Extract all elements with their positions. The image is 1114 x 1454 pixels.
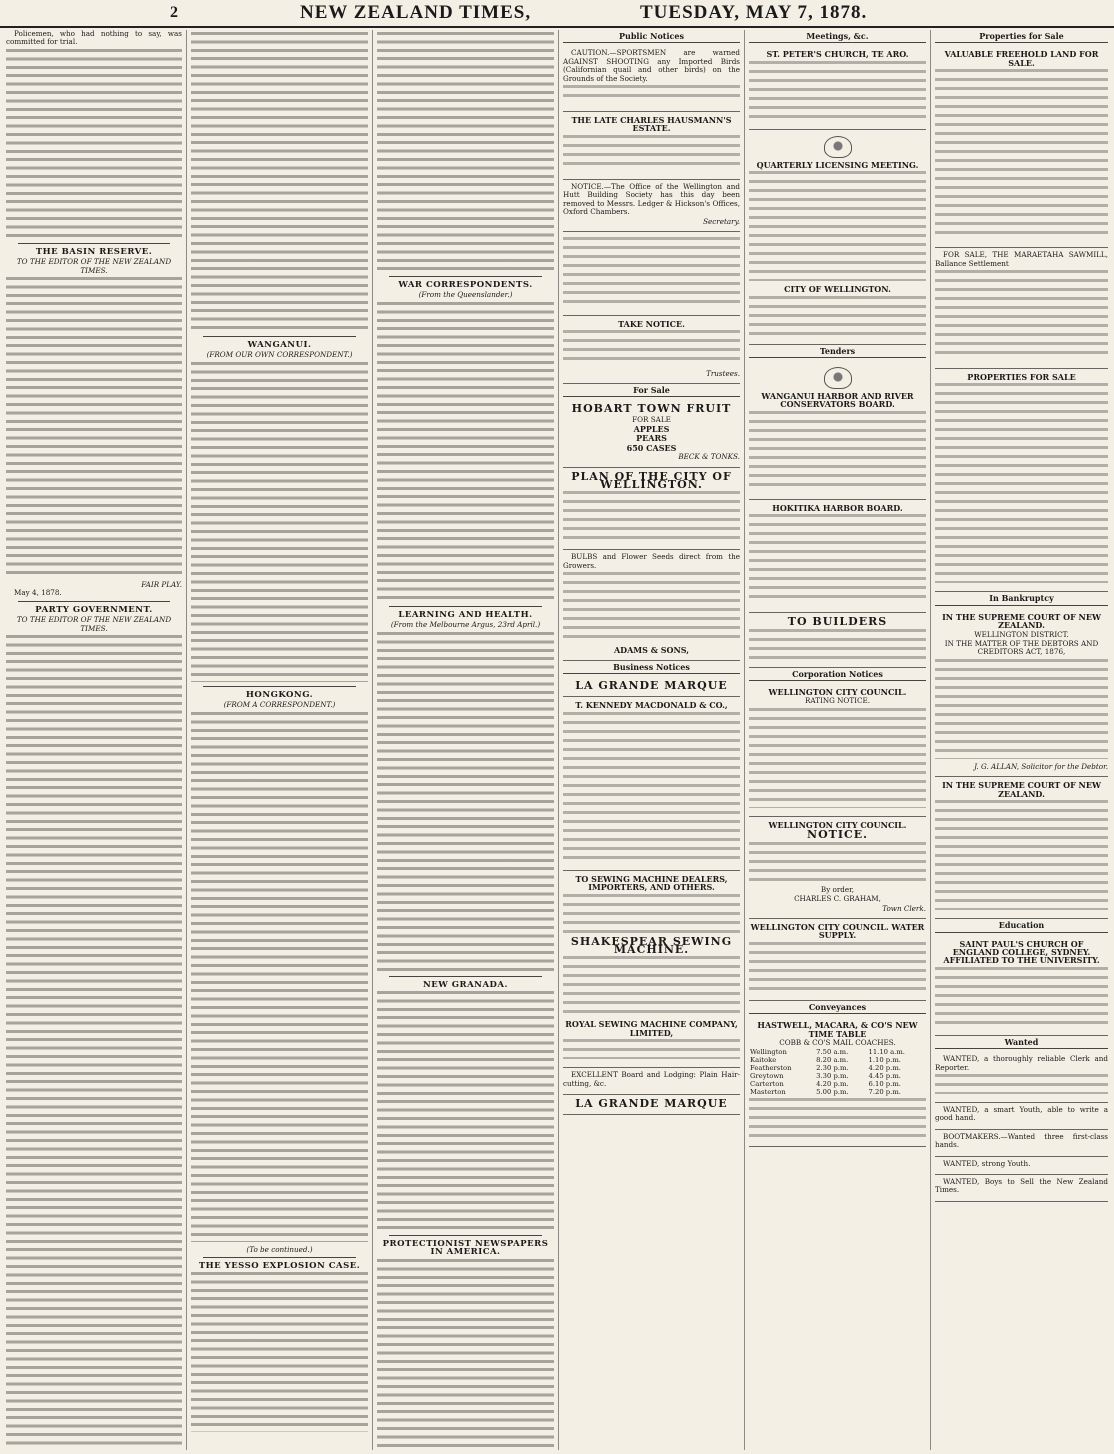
article-subheading: (From the Melbourne Argus, 23rd April.) bbox=[390, 620, 541, 630]
ad-body bbox=[749, 842, 926, 882]
ad-body bbox=[749, 942, 926, 992]
ad-body bbox=[563, 894, 740, 934]
ad-text: WANTED, Boys to Sell the New Zealand Times. bbox=[935, 1176, 1108, 1195]
section-heading: Conveyances bbox=[749, 1001, 926, 1014]
article-heading: NEW GRANADA. bbox=[423, 979, 508, 990]
timetable-cell: 8.20 a.m. bbox=[816, 1056, 849, 1065]
section-heading: Public Notices bbox=[563, 30, 740, 43]
letter-text bbox=[6, 277, 182, 577]
letter-date: May 4, 1878. bbox=[14, 588, 62, 598]
continued-note: (To be continued.) bbox=[246, 1244, 313, 1254]
timetable-cell: 7.50 a.m. bbox=[816, 1048, 849, 1057]
advertisement bbox=[749, 130, 926, 345]
timetable-cell: 4.45 p.m. bbox=[868, 1072, 901, 1081]
ad-body bbox=[563, 135, 740, 171]
article-text bbox=[377, 1259, 554, 1450]
ad-body bbox=[563, 1039, 740, 1059]
issue-date: TUESDAY, MAY 7, 1878. bbox=[640, 2, 868, 23]
ad-text: BULBS and Flower Seeds direct from the Growers. bbox=[563, 552, 740, 570]
ad-text: FOR SALE, THE MARAETAHA SAWMILL, Ballance Settlement bbox=[935, 250, 1108, 268]
advertisement bbox=[935, 369, 1108, 592]
ad-body bbox=[749, 1098, 926, 1138]
column-4 bbox=[559, 30, 745, 1450]
column-2 bbox=[187, 30, 373, 1450]
advertisement bbox=[563, 180, 740, 232]
advertisement bbox=[563, 232, 740, 316]
ad-text: CAUTION.—SPORTSMEN are warned AGAINST SHOOTING any Imported Birds (Californian quail and other birds) on the Grounds of the Society. bbox=[563, 48, 740, 83]
ad-body bbox=[749, 708, 926, 808]
ad-body bbox=[935, 270, 1108, 360]
advertisement bbox=[935, 1103, 1108, 1130]
section-heading: In Bankruptcy bbox=[935, 592, 1108, 605]
ad-line: CHARLES C. GRAHAM, bbox=[794, 894, 881, 904]
section-heading: Corporation Notices bbox=[749, 668, 926, 681]
advertisement bbox=[935, 1130, 1108, 1157]
article-heading: PARTY GOVERNMENT. bbox=[35, 604, 153, 615]
ad-body bbox=[563, 712, 740, 862]
advertisement bbox=[749, 817, 926, 919]
ad-body bbox=[749, 629, 926, 659]
article-heading: THE BASIN RESERVE. bbox=[35, 246, 153, 257]
ad-signature: BECK & TONKS. bbox=[678, 452, 740, 462]
ad-body bbox=[563, 85, 740, 103]
police-report: Policemen, who had nothing to say, was committed for trial. bbox=[6, 30, 182, 47]
coat-of-arms-icon bbox=[824, 367, 852, 389]
letter-text bbox=[6, 635, 182, 1450]
divider bbox=[203, 686, 356, 687]
advertisement bbox=[935, 609, 1108, 777]
ad-heading: TAKE NOTICE. bbox=[618, 318, 685, 329]
advertisement bbox=[749, 684, 926, 817]
ad-heading: LA GRANDE MARQUE bbox=[575, 1097, 728, 1111]
ad-heading: SAINT PAUL'S CHURCH OF ENGLAND COLLEGE, SYDNEY. AFFILIATED TO THE UNIVERSITY. bbox=[943, 938, 1100, 966]
ad-heading: TO BUILDERS bbox=[787, 615, 888, 629]
ad-line: APPLES bbox=[633, 423, 670, 434]
divider bbox=[389, 276, 542, 277]
ad-heading: ST. PETER'S CHURCH, TE ARO. bbox=[766, 49, 909, 60]
section-heading: Education bbox=[935, 919, 1108, 932]
column-3 bbox=[373, 30, 559, 1450]
article-text bbox=[377, 32, 554, 272]
article-text bbox=[377, 302, 554, 602]
ad-heading: THE LATE CHARLES HAUSMANN'S ESTATE. bbox=[571, 115, 732, 134]
timetable-cell: 5.00 p.m. bbox=[816, 1088, 849, 1097]
page-number: 2 bbox=[170, 4, 178, 21]
ad-heading: WELLINGTON CITY COUNCIL. bbox=[768, 819, 907, 830]
section-heading: Business Notices bbox=[563, 661, 740, 674]
advertisement bbox=[935, 248, 1108, 369]
ad-line: By order, bbox=[820, 884, 855, 894]
divider bbox=[203, 1257, 356, 1258]
ad-line: PEARS bbox=[636, 433, 667, 444]
newspaper-title: NEW ZEALAND TIMES, bbox=[300, 2, 532, 23]
ad-heading: VALUABLE FREEHOLD LAND FOR SALE. bbox=[944, 49, 1099, 68]
timetable-cell: 3.30 p.m. bbox=[816, 1072, 849, 1081]
advertisement bbox=[563, 677, 740, 697]
ad-heading: IN THE SUPREME COURT OF NEW ZEALAND. bbox=[942, 780, 1101, 799]
section-heading: Tenders bbox=[749, 345, 926, 358]
advertisement bbox=[563, 550, 740, 660]
advertisement bbox=[749, 46, 926, 129]
advertisement bbox=[935, 1175, 1108, 1202]
ad-body bbox=[563, 491, 740, 541]
ad-text: WANTED, strong Youth. bbox=[943, 1158, 1031, 1168]
ad-heading: NOTICE. bbox=[807, 828, 868, 842]
ad-heading: SHAKESPEAR SEWING MACHINE. bbox=[570, 934, 733, 956]
advertisement bbox=[749, 613, 926, 667]
article-text bbox=[377, 632, 554, 972]
advertisement bbox=[563, 400, 740, 467]
advertisement bbox=[749, 1017, 926, 1147]
ad-body bbox=[935, 69, 1108, 239]
timetable-cell: Masterton bbox=[750, 1088, 786, 1097]
section-heading: Wanted bbox=[935, 1036, 1108, 1049]
ad-signature: Secretary. bbox=[703, 217, 740, 227]
ad-heading: WELLINGTON CITY COUNCIL. WATER SUPPLY. bbox=[750, 921, 925, 941]
coat-of-arms-icon bbox=[824, 136, 852, 158]
divider bbox=[389, 976, 542, 977]
advertisement bbox=[563, 112, 740, 180]
divider bbox=[18, 601, 170, 602]
advertisement bbox=[935, 777, 1108, 919]
article-heading: HONGKONG. bbox=[245, 689, 314, 700]
advertisement bbox=[563, 316, 740, 384]
article-text bbox=[191, 32, 368, 332]
ad-heading: TO SEWING MACHINE DEALERS, IMPORTERS, AND OTHERS. bbox=[575, 873, 728, 893]
timetable-cell: 11.10 a.m. bbox=[868, 1048, 905, 1057]
section-heading: Properties for Sale bbox=[935, 30, 1108, 43]
ad-signature: Trustees. bbox=[706, 369, 740, 379]
ad-body bbox=[563, 237, 740, 307]
ad-body bbox=[563, 956, 740, 1016]
advertisement bbox=[935, 936, 1108, 1036]
ad-heading: HOBART TOWN FRUIT bbox=[571, 402, 732, 416]
ad-body bbox=[935, 1074, 1108, 1094]
article-text bbox=[191, 712, 368, 1242]
article-text bbox=[191, 1272, 368, 1432]
advertisement bbox=[563, 468, 740, 551]
ad-heading: CITY OF WELLINGTON. bbox=[784, 284, 891, 295]
section-heading: For Sale bbox=[563, 384, 740, 397]
article-subheading: TO THE EDITOR OF THE NEW ZEALAND TIMES. bbox=[16, 257, 172, 275]
advertisement bbox=[563, 697, 740, 870]
ad-line: IN THE MATTER OF THE DEBTORS AND CREDITORS ACT, 1876, bbox=[944, 639, 1099, 657]
ad-heading: ROYAL SEWING MACHINE COMPANY, LIMITED, bbox=[565, 1019, 738, 1038]
column-5 bbox=[745, 30, 931, 1450]
ad-line: RATING NOTICE. bbox=[804, 696, 870, 706]
article-subheading: (From the Queenslander.) bbox=[418, 290, 513, 300]
article-subheading: TO THE EDITOR OF THE NEW ZEALAND TIMES. bbox=[16, 615, 172, 633]
timetable-row bbox=[749, 1080, 926, 1088]
police-court-text bbox=[6, 49, 182, 239]
ad-body bbox=[749, 296, 926, 336]
ad-line: COBB & CO'S MAIL COACHES. bbox=[779, 1037, 896, 1047]
ad-body bbox=[749, 61, 926, 121]
timetable-cell: 6.10 p.m. bbox=[868, 1080, 901, 1089]
timetable-row bbox=[749, 1064, 926, 1072]
article-text bbox=[377, 991, 554, 1231]
timetable-row bbox=[749, 1056, 926, 1064]
timetable-cell: 4.20 p.m. bbox=[816, 1080, 849, 1089]
advertisement bbox=[563, 46, 740, 112]
article-heading: WAR CORRESPONDENTS. bbox=[398, 280, 533, 290]
ad-body bbox=[935, 659, 1108, 759]
advertisement bbox=[935, 46, 1108, 248]
divider bbox=[389, 1235, 542, 1236]
advertisement bbox=[563, 1068, 740, 1095]
ad-heading: IN THE SUPREME COURT OF NEW ZEALAND. bbox=[942, 611, 1101, 631]
timetable-cell: Kaitoke bbox=[750, 1056, 777, 1065]
timetable-cell: 4.20 p.m. bbox=[868, 1064, 901, 1073]
ad-body bbox=[563, 572, 740, 642]
column-1 bbox=[2, 30, 187, 1450]
advertisement bbox=[563, 871, 740, 1068]
article-heading: WANGANUI. bbox=[247, 340, 312, 350]
ad-body bbox=[563, 330, 740, 366]
ad-heading: PROPERTIES FOR SALE bbox=[967, 372, 1076, 383]
ad-signature: J. G. ALLAN, Solicitor for the Debtor. bbox=[974, 761, 1108, 771]
article-text bbox=[191, 362, 368, 682]
article-subheading: (FROM OUR OWN CORRESPONDENT.) bbox=[206, 350, 353, 360]
section-heading: Meetings, &c. bbox=[749, 30, 926, 43]
divider bbox=[18, 243, 170, 244]
ad-heading: PLAN OF THE CITY OF WELLINGTON. bbox=[571, 469, 732, 491]
advertisement bbox=[749, 919, 926, 1001]
advertisement bbox=[935, 1157, 1108, 1175]
ad-body bbox=[935, 383, 1108, 583]
ad-line: 650 CASES bbox=[626, 442, 677, 453]
ad-text: WANTED, a thoroughly reliable Clerk and Reporter. bbox=[935, 1054, 1108, 1072]
ad-body bbox=[935, 800, 1108, 910]
article-heading: LEARNING AND HEALTH. bbox=[398, 609, 533, 620]
article-heading: THE YESSO EXPLOSION CASE. bbox=[198, 1261, 361, 1272]
advertisement bbox=[563, 1095, 740, 1115]
ad-text: NOTICE.—The Office of the Wellington and Hutt Building Society has this day been removed to Messrs. Ledger & Hickson's Offices, Oxford Chambers. bbox=[563, 181, 740, 217]
columns bbox=[2, 30, 1112, 1450]
timetable-cell: Greytown bbox=[750, 1072, 784, 1081]
ad-heading: WELLINGTON CITY COUNCIL. bbox=[768, 687, 907, 698]
advertisement bbox=[749, 361, 926, 500]
timetable-cell: Featherston bbox=[750, 1064, 792, 1073]
timetable-row bbox=[749, 1072, 926, 1080]
ad-text: WANTED, a smart Youth, able to write a good hand. bbox=[935, 1104, 1108, 1123]
ad-body bbox=[749, 411, 926, 491]
ad-heading: QUARTERLY LICENSING MEETING. bbox=[756, 159, 919, 170]
ad-line: FOR SALE bbox=[632, 414, 671, 424]
ad-text: EXCELLENT Board and Lodging: Plain Hair-cutting, &c. bbox=[563, 1070, 740, 1088]
ad-heading: T. KENNEDY MACDONALD & CO., bbox=[575, 700, 728, 711]
ad-line: WELLINGTON DISTRICT. bbox=[974, 629, 1069, 639]
ad-body bbox=[749, 171, 926, 281]
column-6 bbox=[931, 30, 1112, 1450]
masthead bbox=[0, 0, 1114, 28]
timetable-cell: Wellington bbox=[750, 1048, 787, 1057]
timetable-cell: 7.20 p.m. bbox=[868, 1088, 901, 1097]
timetable-row bbox=[749, 1088, 926, 1096]
ad-text: BOOTMAKERS.—Wanted three first-class hands. bbox=[935, 1131, 1108, 1150]
timetable-row bbox=[749, 1048, 926, 1056]
timetable-cell: 1.10 p.m. bbox=[868, 1056, 901, 1065]
divider bbox=[203, 336, 356, 337]
timetable-cell: 2.30 p.m. bbox=[816, 1064, 849, 1073]
ad-signature: ADAMS & SONS, bbox=[613, 645, 690, 656]
ad-heading: HOKITIKA HARBOR BOARD. bbox=[772, 502, 903, 513]
ad-heading: LA GRANDE MARQUE bbox=[575, 678, 728, 692]
ad-body bbox=[935, 967, 1108, 1027]
advertisement bbox=[935, 1052, 1108, 1103]
article-heading: PROTECTIONIST NEWSPAPERS IN AMERICA. bbox=[382, 1239, 549, 1258]
ad-signature: Town Clerk. bbox=[882, 903, 926, 913]
coach-timetable bbox=[749, 1048, 926, 1096]
letter-signature: FAIR PLAY. bbox=[141, 580, 182, 590]
ad-heading: HASTWELL, MACARA, & CO'S NEW TIME TABLE bbox=[757, 1020, 918, 1039]
article-subheading: (FROM A CORRESPONDENT.) bbox=[223, 700, 336, 710]
ad-heading: WANGANUI HARBOR AND RIVER CONSERVATORS BOARD. bbox=[761, 391, 914, 410]
divider bbox=[389, 606, 542, 607]
ad-body bbox=[749, 514, 926, 604]
timetable-cell: Carterton bbox=[750, 1080, 784, 1089]
advertisement bbox=[749, 500, 926, 613]
